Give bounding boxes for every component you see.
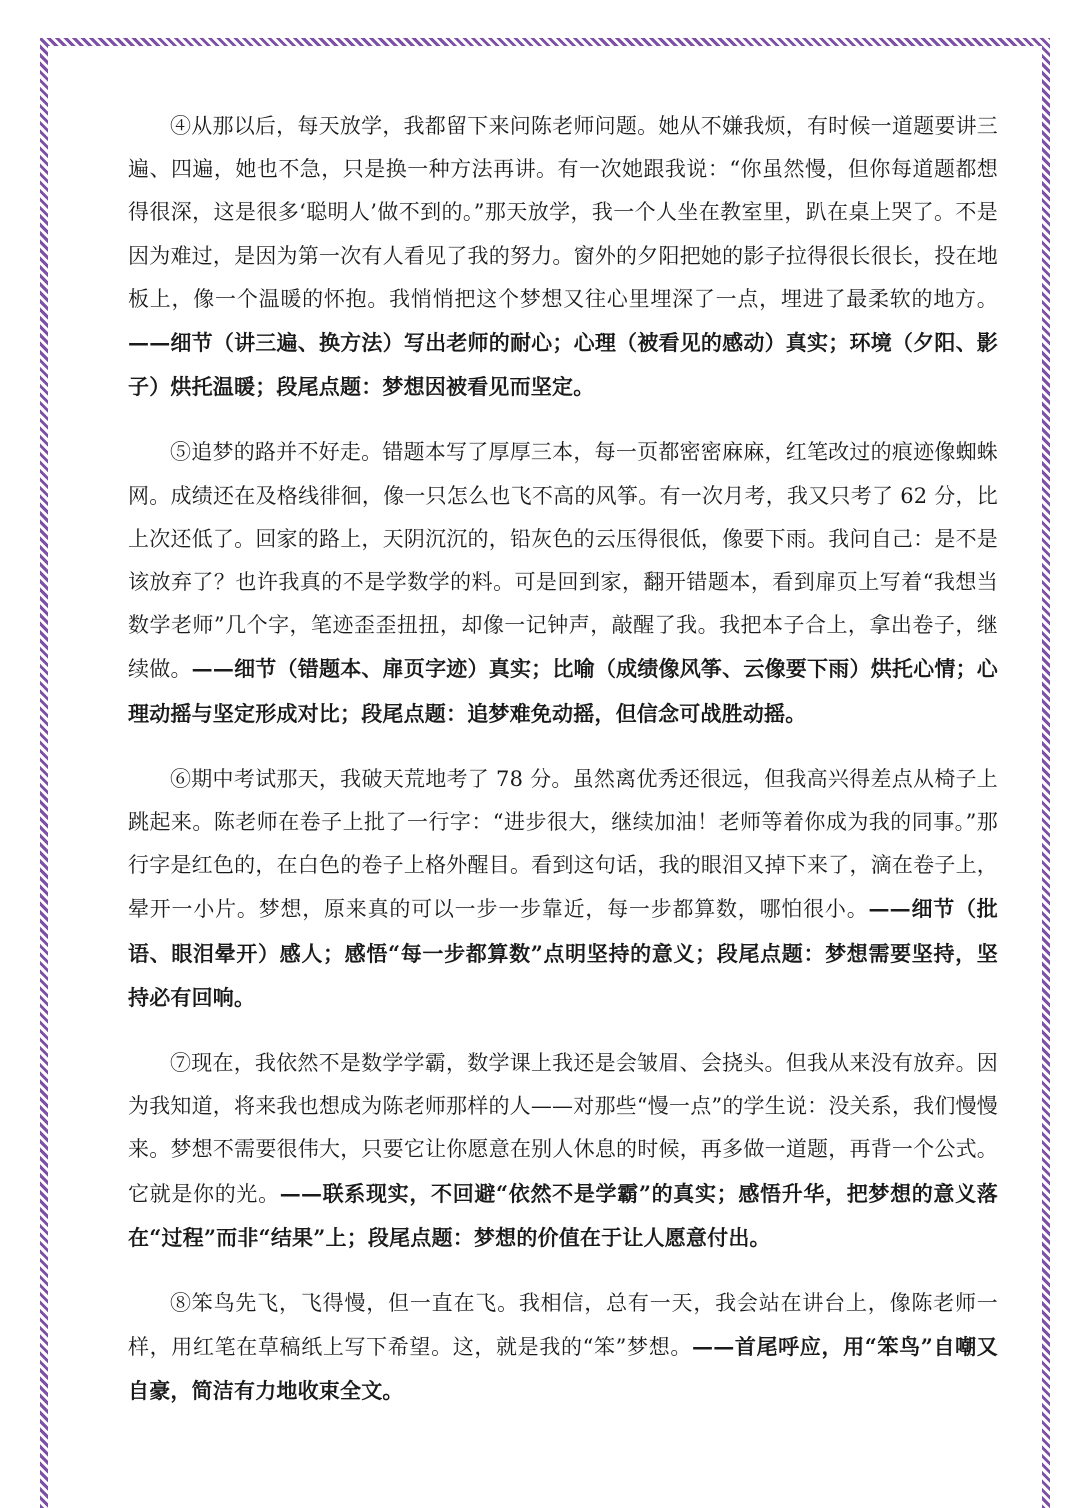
paragraph-text: ⑥期中考试那天，我破天荒地考了 78 分。虽然离优秀还很远，但我高兴得差点从椅子上跳起来。陈老师在卷子上批了一行字：“进步很大，继续加油！老师等着你成为我的同事。”那行字是红色的，在白色的卷子上格外醒目。看到这句话，我的眼泪又掉下来了，滴在卷子上，晕开一小片。梦想，原来真的可以一步一步靠近，每一步都算数，哪怕很小。 [128, 766, 998, 922]
paragraph-commentary: ——联系现实，不回避“依然不是学霸”的真实；感悟升华，把梦想的意义落在“过程”而非“结果”上；段尾点题：梦想的价值在于让人愿意付出。 [128, 1180, 998, 1250]
paragraph-5 [128, 431, 998, 735]
paragraph-text: ⑧笨鸟先飞，飞得慢，但一直在飞。我相信，总有一天，我会站在讲台上，像陈老师一样，用红笔在草稿纸上写下希望。这，就是我的“笨”梦想。 [128, 1291, 998, 1360]
paragraph-text: ⑦现在，我依然不是数学学霸，数学课上我还是会皱眉、会挠头。但我从来没有放弃。因为我知道，将来我也想成为陈老师那样的人——对那些“慢一点”的学生说：没关系，我们慢慢来。梦想不需要很伟大，只要它让你愿意在别人休息的时候，再多做一道题，再背一个公式。它就是你的光。 [128, 1051, 998, 1206]
paragraph-text: ⑤追梦的路并不好走。错题本写了厚厚三本，每一页都密密麻麻，红笔改过的痕迹像蜘蛛网。成绩还在及格线徘徊，像一只怎么也飞不高的风筝。有一次月考，我又只考了 62 分，比上次还低了。回家的路上，天阴沉沉的，铅灰色的云压得很低，像要下雨。我问自己：是不是该放弃了？也许我真的不是学数学的料。可是回到家，翻开错题本，看到扉页上写着“我想当数学老师”几个字，笔迹歪歪扭扭，却像一记钟声，敲醒了我。我把本子合上，拿出卷子，继续做。 [128, 440, 998, 682]
paragraph-8 [128, 1282, 998, 1414]
paragraph-4 [128, 105, 998, 409]
paragraph-text: ④从那以后，每天放学，我都留下来问陈老师问题。她从不嫌我烦，有时候一道题要讲三遍、四遍，她也不急，只是换一种方法再讲。有一次她跟我说：“你虽然慢，但你每道题都想得很深，这是很多‘聪明人’做不到的。”那天放学，我一个人坐在教室里，趴在桌上哭了。不是因为难过，是因为第一次有人看见了我的努力。窗外的夕阳把她的影子拉得很长很长，投在地板上，像一个温暖的怀抱。我悄悄把这个梦想又往心里埋深了一点，埋进了最柔软的地方。 [128, 114, 998, 311]
paragraph-commentary: ——细节（批语、眼泪晕开）感人；感悟“每一步都算数”点明坚持的意义；段尾点题：梦想需要坚持，坚持必有回响。 [128, 896, 999, 1010]
essay-content [128, 105, 998, 1436]
paragraph-commentary: ——细节（错题本、扉页字迹）真实；比喻（成绩像风筝、云像要下雨）烘托心情；心理动摇与坚定形成对比；段尾点题：追梦难免动摇，但信念可战胜动摇。 [128, 656, 998, 726]
paragraph-commentary: ——首尾呼应，用“笨鸟”自嘲又自豪，简洁有力地收束全文。 [128, 1334, 998, 1404]
paragraph-6 [128, 758, 998, 1020]
paragraph-7 [128, 1042, 998, 1260]
paragraph-commentary: ——细节（讲三遍、换方法）写出老师的耐心；心理（被看见的感动）真实；环境（夕阳、影子）烘托温暖；段尾点题：梦想因被看见而坚定。 [128, 330, 998, 400]
